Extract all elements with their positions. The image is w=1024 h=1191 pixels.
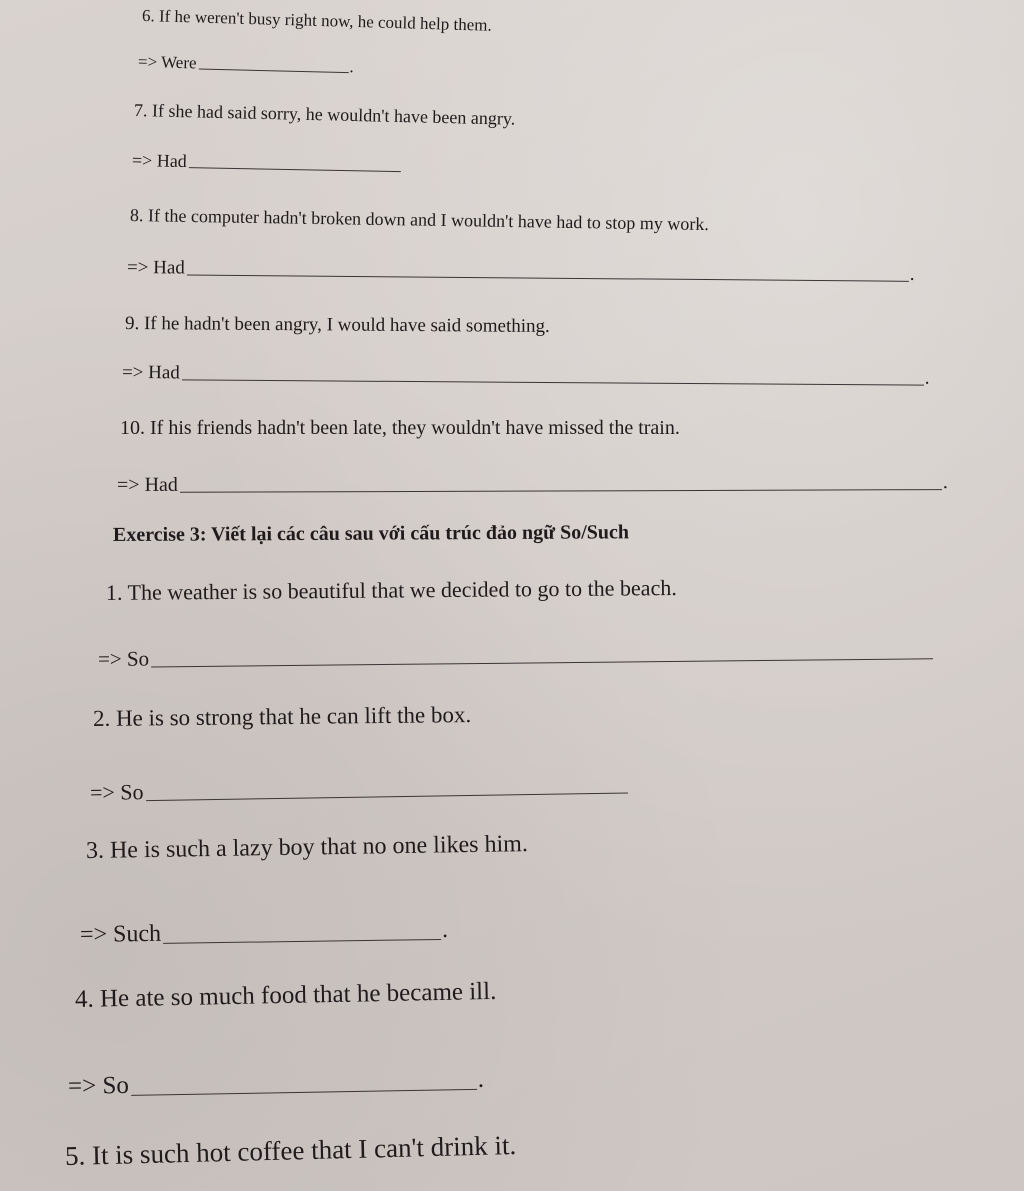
ex3-answer-4 [68, 1066, 485, 1101]
question-10: 10. If his friends hadn't been late, they wouldn't have missed the train. [120, 417, 680, 439]
ex3-answer-2-blank[interactable] [146, 792, 628, 802]
answer-10-end: . [942, 471, 948, 494]
ex3-question-3: 3. He is such a lazy boy that no one likes him. [85, 831, 529, 864]
question-7: 7. If she had said sorry, he wouldn't have been angry. [133, 100, 516, 129]
ex3-answer-4-blank[interactable] [131, 1088, 477, 1096]
answer-9-prompt: => Had [121, 362, 180, 384]
answer-8-end: . [909, 263, 915, 285]
answer-6 [138, 52, 354, 77]
exercise-3-heading: Exercise 3: Viết lại các câu sau với cấu trúc đảo ngữ So/Such [112, 521, 630, 546]
question-9: 9. If he hadn't been angry, I would have said something. [124, 313, 550, 337]
ex3-answer-4-prompt: => So [67, 1071, 130, 1100]
answer-6-blank[interactable] [198, 67, 348, 73]
ex3-answer-3-prompt: => Such [79, 920, 162, 948]
ex3-answer-3-blank[interactable] [163, 938, 441, 944]
ex3-answer-1-blank[interactable] [151, 657, 933, 667]
answer-7-blank[interactable] [189, 166, 401, 172]
ex3-answer-3-end: . [441, 916, 449, 943]
answer-10 [117, 471, 948, 497]
answer-10-prompt: => Had [116, 473, 178, 496]
ex3-answer-4-end: . [477, 1065, 485, 1093]
ex3-answer-2 [90, 772, 628, 806]
answer-7-prompt: => Had [131, 150, 187, 172]
ex3-question-4: 4. He ate so much food that he became ill. [74, 977, 497, 1013]
ex3-answer-1-prompt: => So [97, 646, 150, 671]
answer-9-end: . [924, 367, 930, 389]
question-6: 6. If he weren't busy right now, he could help them. [141, 6, 493, 35]
ex3-answer-2-prompt: => So [89, 779, 144, 805]
answer-8-prompt: => Had [126, 257, 185, 279]
answer-9 [122, 362, 930, 390]
ex3-question-2: 2. He is so strong that he can lift the box. [92, 702, 472, 731]
question-8: 8. If the computer hadn't broken down and I wouldn't have had to stop my work. [129, 205, 709, 235]
ex3-answer-1 [98, 638, 933, 672]
answer-6-end: . [349, 57, 354, 77]
answer-8 [127, 257, 915, 286]
ex3-question-1: 1. The weather is so beautiful that we decided to go to the beach. [105, 575, 677, 605]
answer-6-prompt: => Were [137, 52, 197, 73]
ex3-question-5: 5. It is such hot coffee that I can't drink it. [64, 1129, 517, 1171]
answer-10-blank[interactable] [180, 488, 942, 493]
answer-9-blank[interactable] [182, 378, 924, 385]
answer-7 [132, 150, 401, 176]
answer-8-blank[interactable] [187, 274, 909, 282]
ex3-answer-3 [80, 917, 448, 949]
